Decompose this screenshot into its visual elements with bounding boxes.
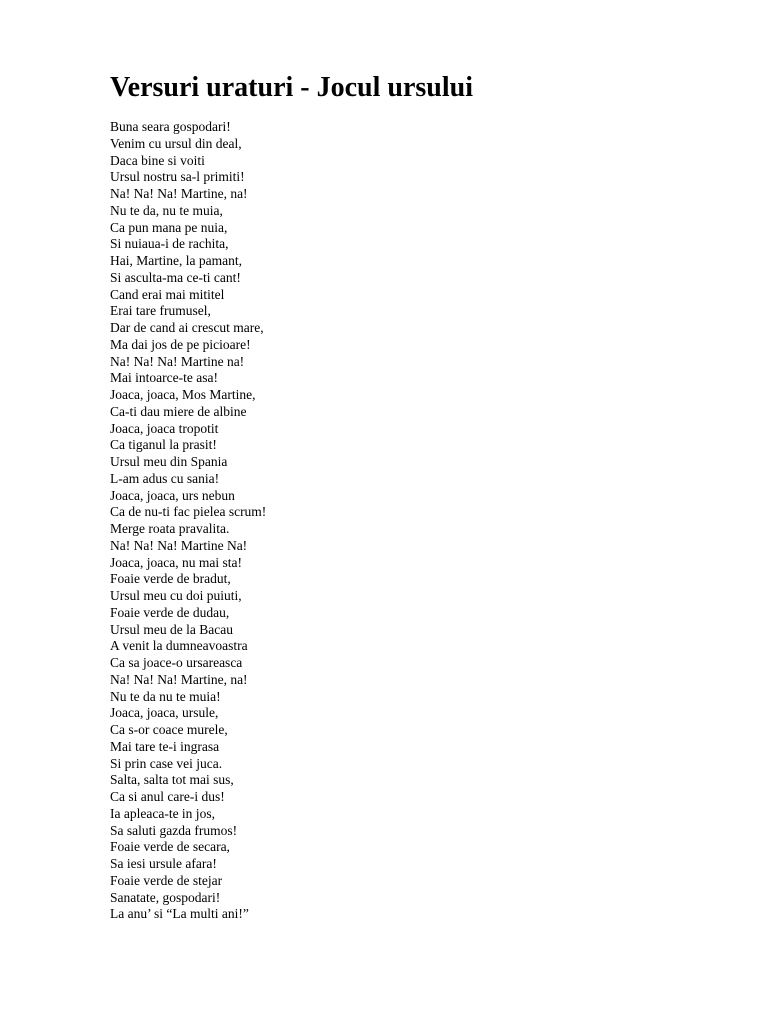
verse-list (110, 119, 266, 923)
verse-line: Foaie verde de secara, (110, 839, 230, 855)
verse-line: Venim cu ursul din deal, (110, 135, 242, 151)
verse-line: Na! Na! Na! Martine na! (110, 353, 245, 369)
verse-line: Ca-ti dau miere de albine (110, 403, 247, 419)
verse-line: Mai intoarce-te asa! (110, 370, 218, 386)
verse-line: Na! Na! Na! Martine Na! (110, 537, 248, 553)
page-title: Versuri uraturi - Jocul ursului (110, 72, 473, 103)
verse-line: Ursul meu cu doi puiuti, (110, 588, 242, 603)
verse-line: Joaca, joaca, urs nebun (110, 487, 235, 503)
verse-line: Ca si anul care-i dus! (110, 789, 225, 804)
verse-line: Na! Na! Na! Martine, na! (110, 671, 248, 687)
verse-line: Ma dai jos de pe picioare! (110, 336, 251, 352)
verse-line: L-am adus cu sania! (110, 470, 220, 486)
verse-line: Si prin case vei juca. (110, 755, 223, 771)
verse-line: Foaie verde de bradut, (110, 571, 231, 587)
verse-line: Buna seara gospodari! (110, 119, 231, 134)
verse-line: Sa saluti gazda frumos! (110, 822, 238, 838)
verse-line: Daca bine si voiti (110, 152, 205, 168)
verse-line: Ia apleaca-te in jos, (110, 805, 215, 821)
verse-line: Salta, salta tot mai sus, (110, 772, 234, 788)
verse-line: Dar de cand ai crescut mare, (110, 320, 264, 335)
verse-line: Ursul meu din Spania (110, 454, 228, 469)
verse-line: Si asculta-ma ce-ti cant! (110, 269, 241, 285)
verse-line: Mai tare te-i ingrasa (110, 738, 220, 754)
verse-line: Ursul nostru sa-l primiti! (110, 169, 245, 185)
verse-line: Joaca, joaca, ursule, (110, 705, 219, 721)
verse-line: Erai tare frumusel, (110, 303, 211, 319)
verse-line: La anu’ si “La multi ani!” (110, 906, 249, 922)
verse-line: Ca s-or coace murele, (110, 722, 228, 737)
verse-line: Ca tiganul la prasit! (110, 437, 217, 453)
verse-line: Hai, Martine, la pamant, (110, 253, 242, 268)
verse-line: Joaca, joaca, Mos Martine, (110, 387, 256, 402)
verse-line: Ursul meu de la Bacau (110, 621, 233, 637)
verse-line: Joaca, joaca tropotit (110, 420, 219, 436)
verse-line: Sanatate, gospodari! (110, 889, 221, 905)
verse-line: Ca de nu-ti fac pielea scrum! (110, 504, 267, 520)
verse-line: A venit la dumneavoastra (110, 638, 248, 654)
verse-line: Na! Na! Na! Martine, na! (110, 186, 248, 201)
verse-line: Si nuiaua-i de rachita, (110, 236, 229, 252)
verse-line: Foaie verde de stejar (110, 872, 223, 888)
verse-line: Ca sa joace-o ursareasca (110, 655, 243, 670)
verse-line: Foaie verde de dudau, (110, 604, 230, 620)
verse-line: Ca pun mana pe nuia, (110, 219, 228, 235)
verse-line: Merge roata pravalita. (110, 521, 230, 536)
verse-line: Nu te da nu te muia! (110, 688, 221, 704)
verse-line: Sa iesi ursule afara! (110, 856, 217, 871)
verse-line: Joaca, joaca, nu mai sta! (110, 554, 242, 570)
verse-line: Nu te da, nu te muia, (110, 202, 223, 218)
verse-line: Cand erai mai mititel (110, 286, 225, 302)
